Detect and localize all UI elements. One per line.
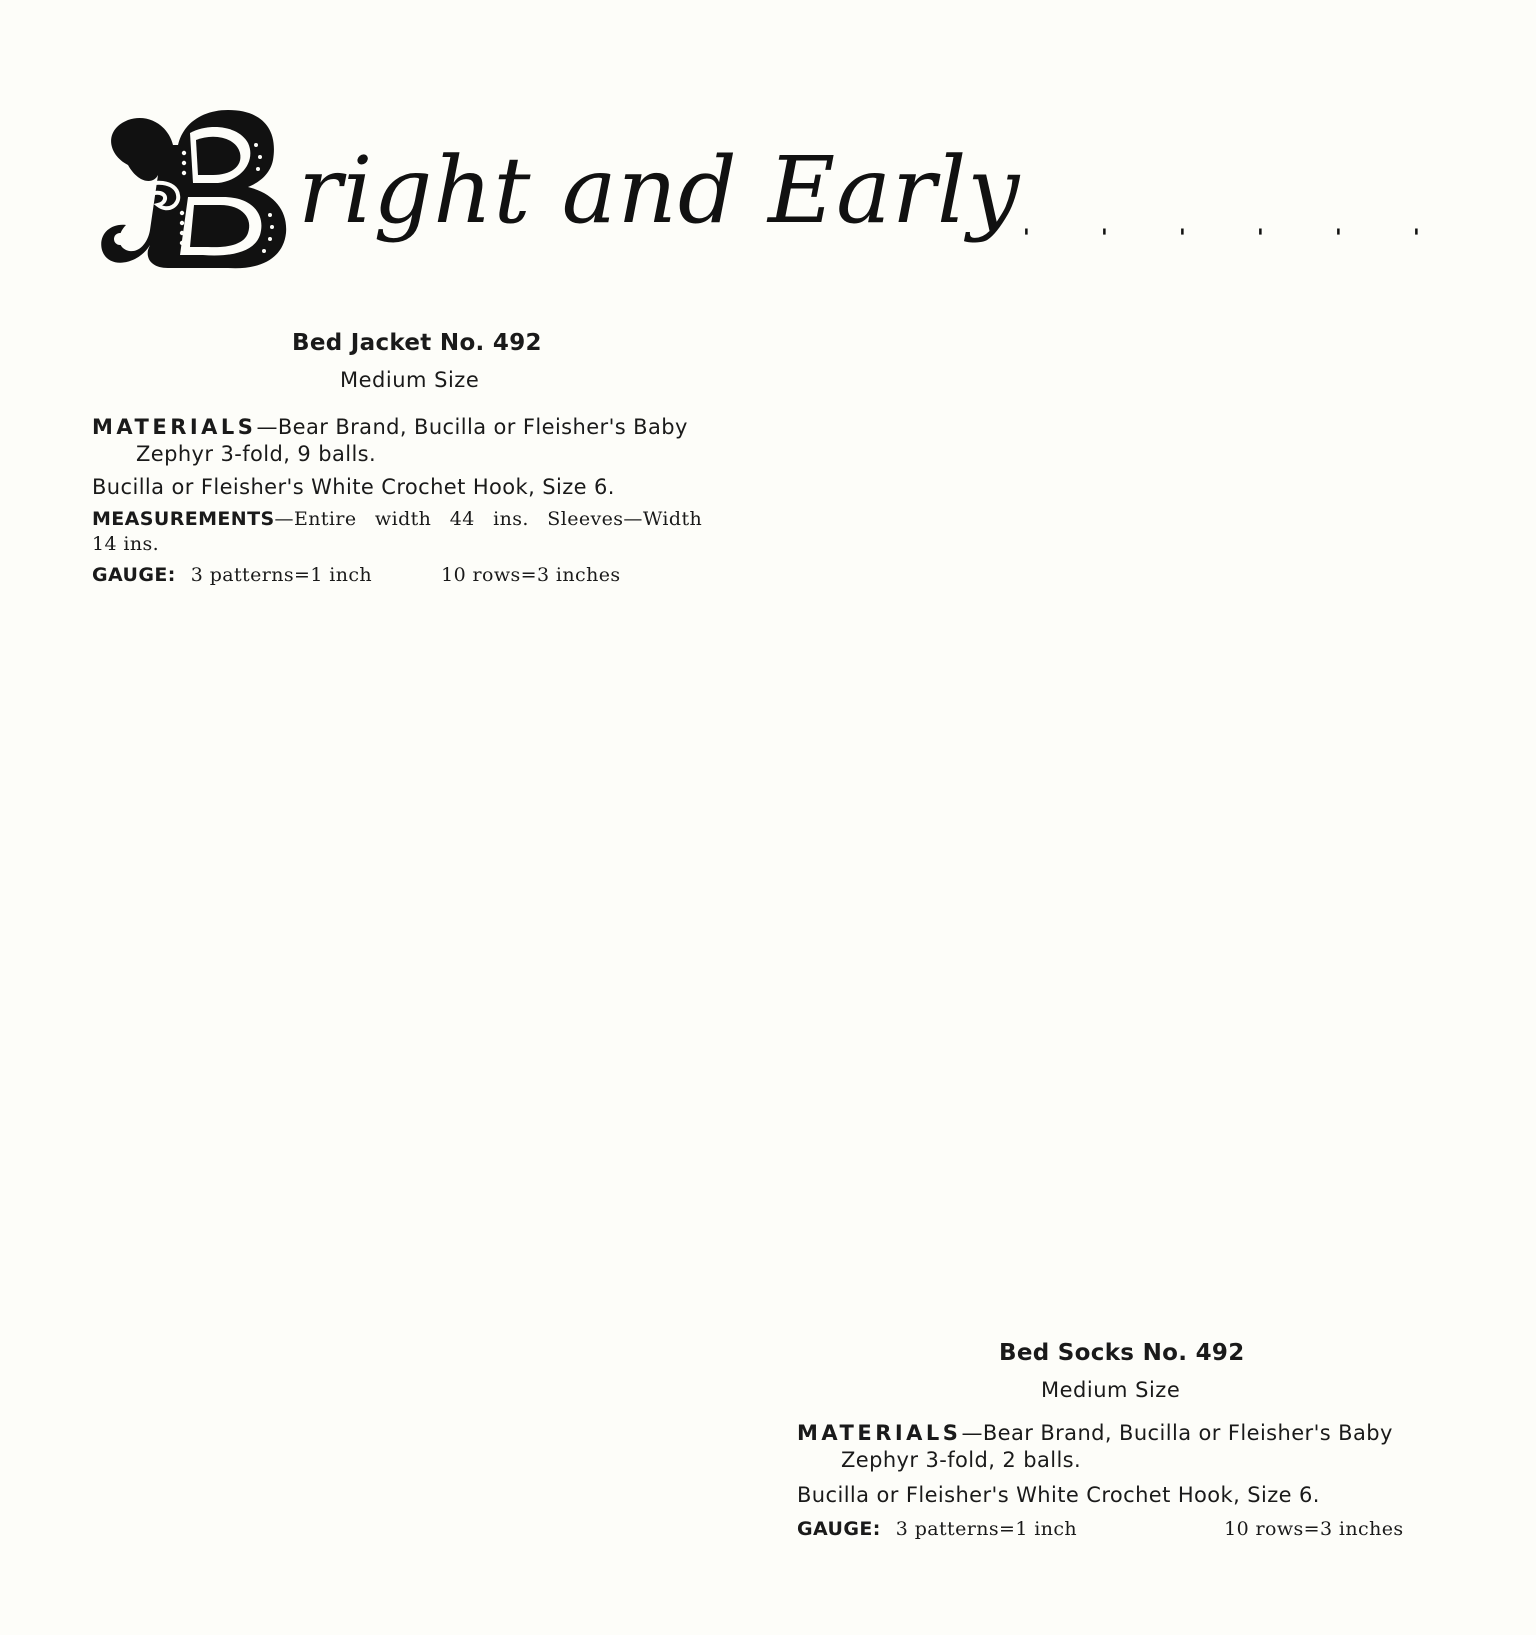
- bed-socks-section: [797, 1340, 1440, 1543]
- gauge-line: [92, 561, 734, 589]
- tick-mark: ': [1179, 225, 1186, 251]
- section-size: Medium Size: [340, 368, 480, 392]
- section-size: Medium Size: [1041, 1378, 1181, 1402]
- measurements-label: MEASUREMENTS: [92, 508, 275, 530]
- hook-line: Bucilla or Fleisher's White Crochet Hook, Size 6.: [797, 1483, 1320, 1507]
- materials-continuation: Zephyr 3-fold, 9 balls.: [136, 442, 377, 466]
- materials-label: MATERIALS: [797, 1421, 962, 1445]
- measurements-continuation: 14 ins.: [92, 533, 160, 555]
- materials-label: MATERIALS: [92, 415, 257, 439]
- gauge-label: GAUGE:: [92, 564, 176, 586]
- tick-mark: ': [1413, 225, 1420, 251]
- gauge-rows: 10 rows=3 inches: [441, 564, 621, 586]
- measurements-text: —Entire width 44 ins. Sleeves—Width: [274, 508, 703, 530]
- materials-line: [797, 1420, 1440, 1447]
- tick-mark: ': [1335, 225, 1342, 251]
- hook-line: Bucilla or Fleisher's White Crochet Hook, Size 6.: [92, 475, 615, 499]
- materials-line: [92, 414, 734, 441]
- tick-mark: ': [1101, 225, 1108, 251]
- page-title: [98, 105, 1498, 275]
- title-text: right and Early: [298, 137, 1021, 244]
- decorative-tick-row: [1023, 225, 1493, 255]
- materials-text: —Bear Brand, Bucilla or Fleisher's Baby: [256, 415, 688, 439]
- tick-mark: ': [1257, 225, 1264, 251]
- gauge-patterns: 3 patterns=1 inch: [895, 1518, 1078, 1540]
- materials-text: —Bear Brand, Bucilla or Fleisher's Baby: [961, 1421, 1393, 1445]
- decorative-initial-b: [98, 105, 294, 271]
- measurements-line: [92, 505, 734, 533]
- section-heading: Bed Socks No. 492: [999, 1340, 1245, 1366]
- bed-jacket-section: [92, 330, 734, 589]
- materials-continuation: Zephyr 3-fold, 2 balls.: [841, 1448, 1082, 1472]
- gauge-rows: 10 rows=3 inches: [1224, 1518, 1404, 1540]
- section-heading: Bed Jacket No. 492: [292, 330, 542, 356]
- gauge-label: GAUGE:: [797, 1518, 881, 1540]
- gauge-patterns: 3 patterns=1 inch: [190, 564, 373, 586]
- gauge-line: [797, 1515, 1440, 1543]
- tick-mark: ': [1023, 225, 1030, 251]
